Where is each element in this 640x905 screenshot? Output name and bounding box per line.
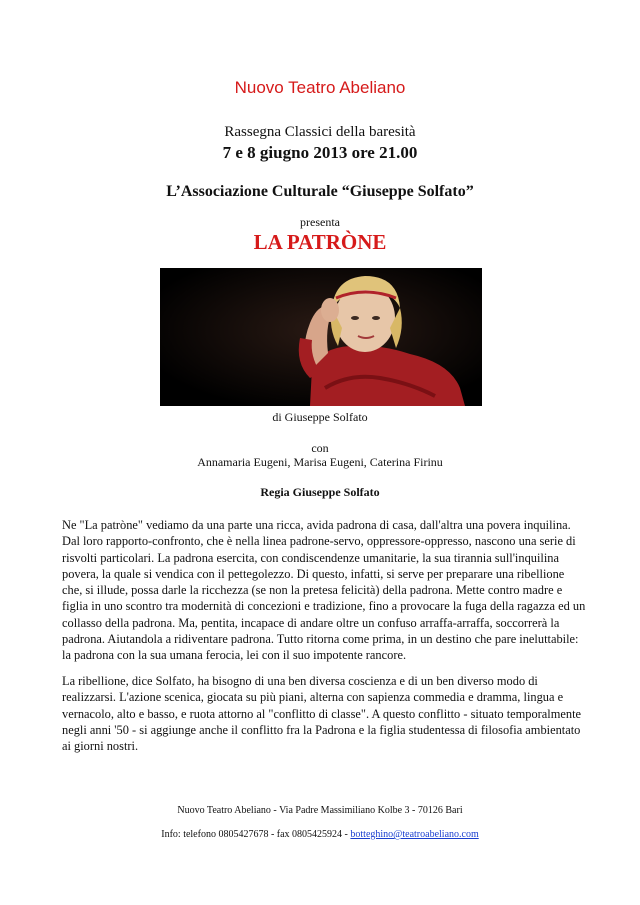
email-link[interactable]: botteghino@teatroabeliano.com (350, 829, 479, 840)
with-label: con (311, 441, 329, 455)
commentary-paragraph: La ribellione, dice Solfato, ha bisogno di una ben diversa coscienza e di un ben diverso modo di realizzarsi. L'azione scenica, giocata su più piani, alterna con sapienza commedia e dramma, lingua e vernacolo, alto e basso, e ruota attorno al "conflitto di classe". A questo conflitto - situato temporalmente negli anni '50 - si aggiunge anche il conflitto fra la Padrona e la figlia studentessa di filosofia ambientato ai giorni nostri. (62, 674, 582, 754)
author-credit: di Giuseppe Solfato (272, 410, 368, 424)
direction-credit: Regia Giuseppe Solfato (260, 485, 380, 499)
footer-contacts (0, 829, 640, 840)
stage-photo (160, 268, 482, 406)
presents-label: presenta (300, 215, 340, 229)
theatre-name: Nuovo Teatro Abeliano (234, 78, 406, 97)
cast-list: Annamaria Eugeni, Marisa Eugeni, Caterina Firinu (197, 455, 443, 469)
footer-address: Nuovo Teatro Abeliano - Via Padre Massimiliano Kolbe 3 - 70126 Bari (177, 805, 463, 816)
series-title: Rassegna Classici della baresità (224, 124, 416, 140)
footer-phone-fax: Info: telefono 0805427678 - fax 0805425924 - (161, 829, 351, 840)
synopsis-paragraph: Ne "La patròne" vediamo da una parte una ricca, avida padrona di casa, dall'altra una povera inquilina. Dal loro rapporto-confronto, che è nella linea padrone-servo, oppressore-oppresso, nascono una serie di risvolti particolari. La padrona esercita, con condiscendenze umanitarie, la sua tirannia sull'inquilina povera, la quale si vendica con il pettegolezzo. Di questo, infatti, si serve per preparare una ribellione che, si illude, possa darle la ricchezza (se non la pretesa felicità) della padrona. Mette contro madre e figlia in uno scontro tra modernità di concezioni e tradizione, fino a provocare la fuga della ragazza ed un collasso della padrona. Ma, pentita, incapace di andare oltre un confuso arraffa-arraffa, soccorrerà la padrona. Aiutandola a ridiventare padrona. Tutto ritorna come prima, in un destino che pare ineluttabile: la padrona con la sua umana ferocia, lei con il suo impotente rancore. (62, 518, 586, 663)
play-title: LA PATRÒNE (253, 230, 387, 254)
event-dates: 7 e 8 giugno 2013 ore 21.00 (222, 143, 418, 162)
association-name: L’Associazione Culturale “Giuseppe Solfato” (166, 183, 474, 200)
